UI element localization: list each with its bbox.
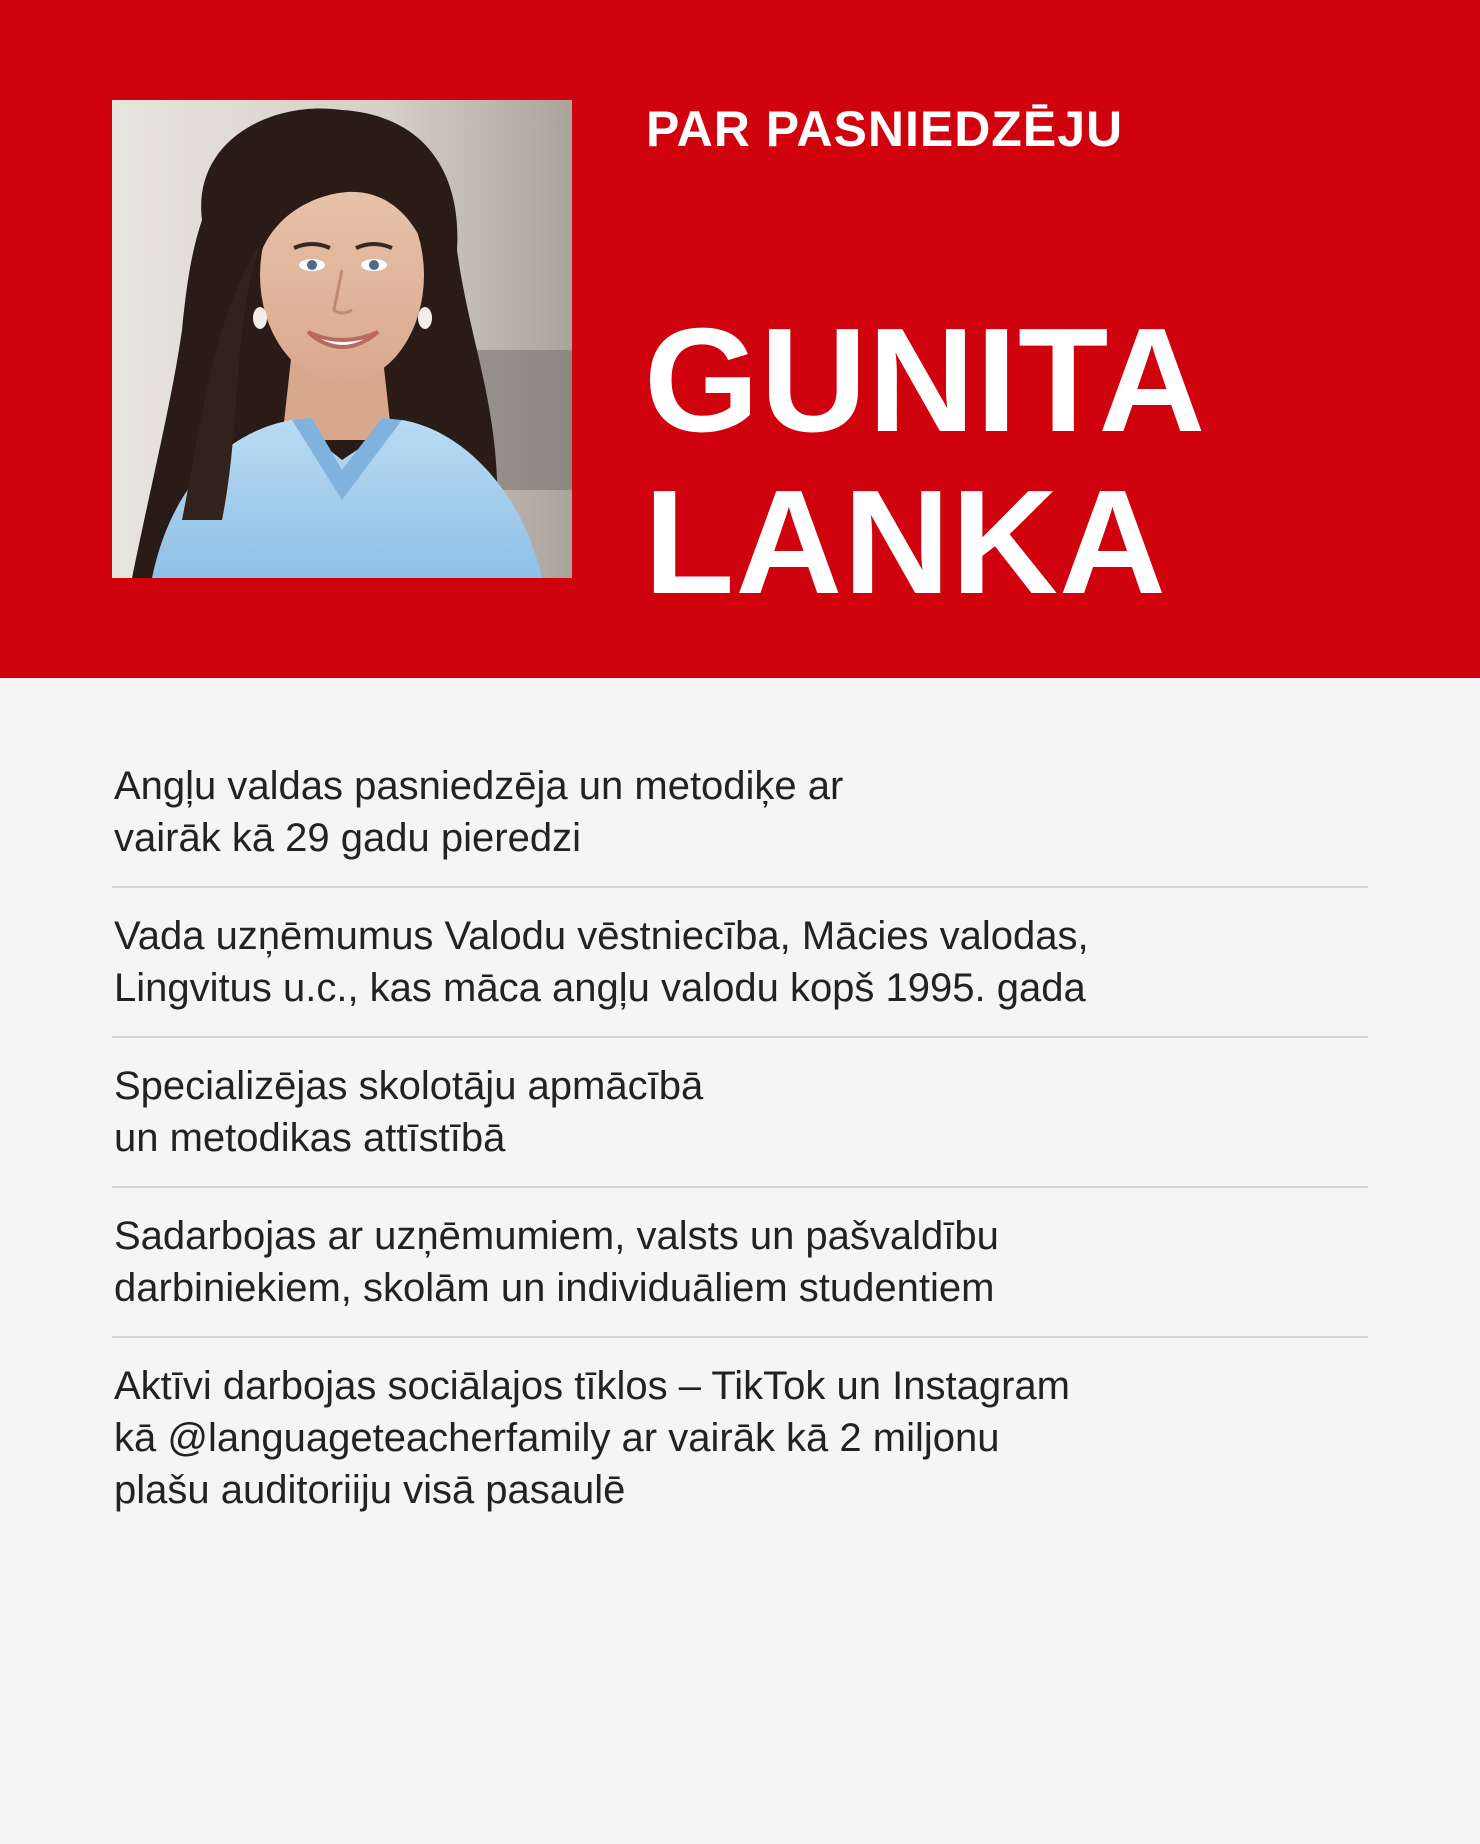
- fact-specialization: Specializējas skolotāju apmācībā un metodikas attīstībā: [112, 1038, 1368, 1188]
- header-banner: [0, 0, 1480, 678]
- section-eyebrow: PAR PASNIEDZĒJU: [646, 101, 1124, 157]
- instructor-portrait: [112, 100, 572, 578]
- instructor-facts-list: [112, 760, 1368, 1538]
- fact-companies: Vada uzņēmumus Valodu vēstniecība, Mācies valodas, Lingvitus u.c., kas māca angļu valodu kopš 1995. gada: [112, 888, 1368, 1038]
- fact-experience: Angļu valdas pasniedzēja un metodiķe ar vairāk kā 29 gadu pieredzi: [112, 760, 1368, 888]
- instructor-name: [644, 300, 1206, 624]
- instructor-first-name: GUNITA: [644, 298, 1207, 463]
- instructor-last-name: LANKA: [644, 460, 1167, 625]
- fact-collaboration: Sadarbojas ar uzņēmumiem, valsts un pašvaldību darbiniekiem, skolām un individuāliem studentiem: [112, 1188, 1368, 1338]
- portrait-photo-icon: [112, 100, 572, 578]
- fact-social-media: Aktīvi darbojas sociālajos tīklos – TikTok un Instagram kā @languageteacherfamily ar vairāk kā 2 miljonu plašu auditoriiju visā pasaulē: [114, 1364, 1070, 1512]
